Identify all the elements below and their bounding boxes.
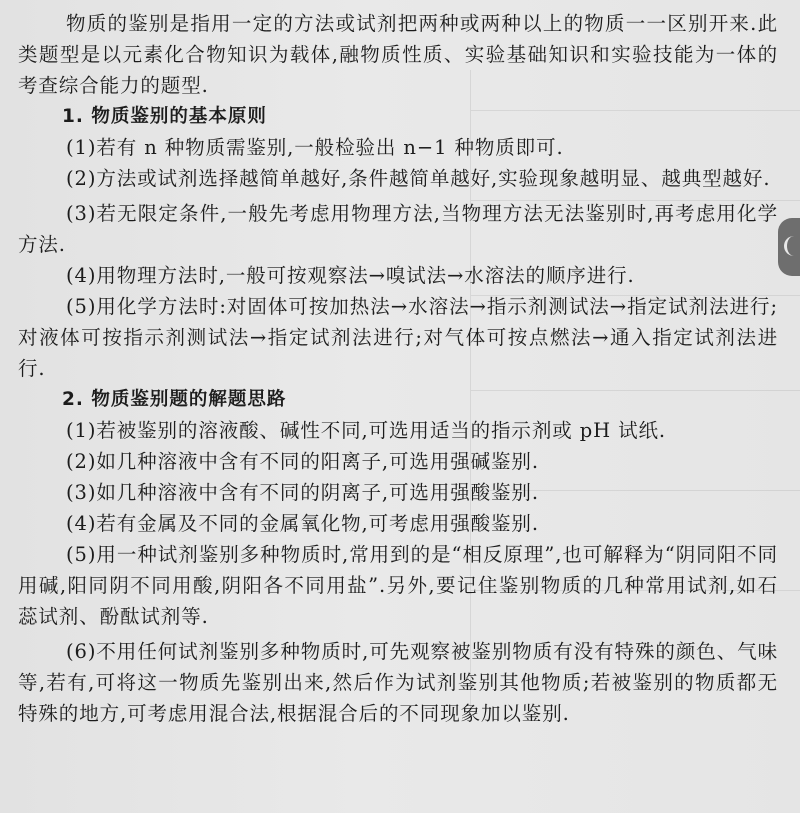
section-1-heading: 1. 物质鉴别的基本原则 — [62, 106, 267, 127]
section-2-item-2: (2)如几种溶液中含有不同的阳离子,可选用强碱鉴别. — [66, 450, 539, 473]
section-1-item-4: (4)用物理方法时,一般可按观察法→嗅试法→水溶法的顺序进行. — [66, 264, 635, 287]
section-2-item-5: (5)用一种试剂鉴别多种物质时,常用到的是“相反原理”,也可解释为“阴同阳不同用碱,阳同阴不同用酸,阴阳各不同用盐”.另外,要记住鉴别物质的几种常用试剂,如石蕊试剂、酚酞试剂等. — [18, 543, 778, 628]
section-2-item-4: (4)若有金属及不同的金属氧化物,可考虑用强酸鉴别. — [66, 512, 539, 535]
section-1-item-2: (2)方法或试剂选择越简单越好,条件越简单越好,实验现象越明显、越典型越好. — [66, 167, 771, 190]
section-1-item-1: (1)若有 n 种物质需鉴别,一般检验出 n−1 种物质即可. — [66, 136, 564, 159]
intro-paragraph: 物质的鉴别是指用一定的方法或试剂把两种或两种以上的物质一一区别开来.此类题型是以元素化合物知识为载体,融物质性质、实验基础知识和实验技能为一体的考查综合能力的题型. — [18, 12, 778, 97]
section-1-item-3: (3)若无限定条件,一般先考虑用物理方法,当物理方法无法鉴别时,再考虑用化学方法. — [18, 202, 778, 256]
section-2-item-6: (6)不用任何试剂鉴别多种物质时,可先观察被鉴别物质有没有特殊的颜色、气味等,若有,可将这一物质先鉴别出来,然后作为试剂鉴别其他物质;若被鉴别的物质都无特殊的地方,可考虑用混合法,根据混合后的不同现象加以鉴别. — [18, 640, 778, 725]
section-2-item-1: (1)若被鉴别的溶液酸、碱性不同,可选用适当的指示剂或 pH 试纸. — [66, 419, 667, 442]
document-body — [18, 8, 778, 729]
section-2-item-3: (3)如几种溶液中含有不同的阴离子,可选用强酸鉴别. — [66, 481, 539, 504]
section-1-item-5: (5)用化学方法时:对固体可按加热法→水溶法→指示剂测试法→指定试剂法进行;对液体可按指示剂测试法→指定试剂法进行;对气体可按点燃法→通入指定试剂法进行. — [18, 295, 778, 380]
section-2-heading: 2. 物质鉴别题的解题思路 — [62, 389, 287, 410]
page-edge-tab — [778, 218, 800, 276]
